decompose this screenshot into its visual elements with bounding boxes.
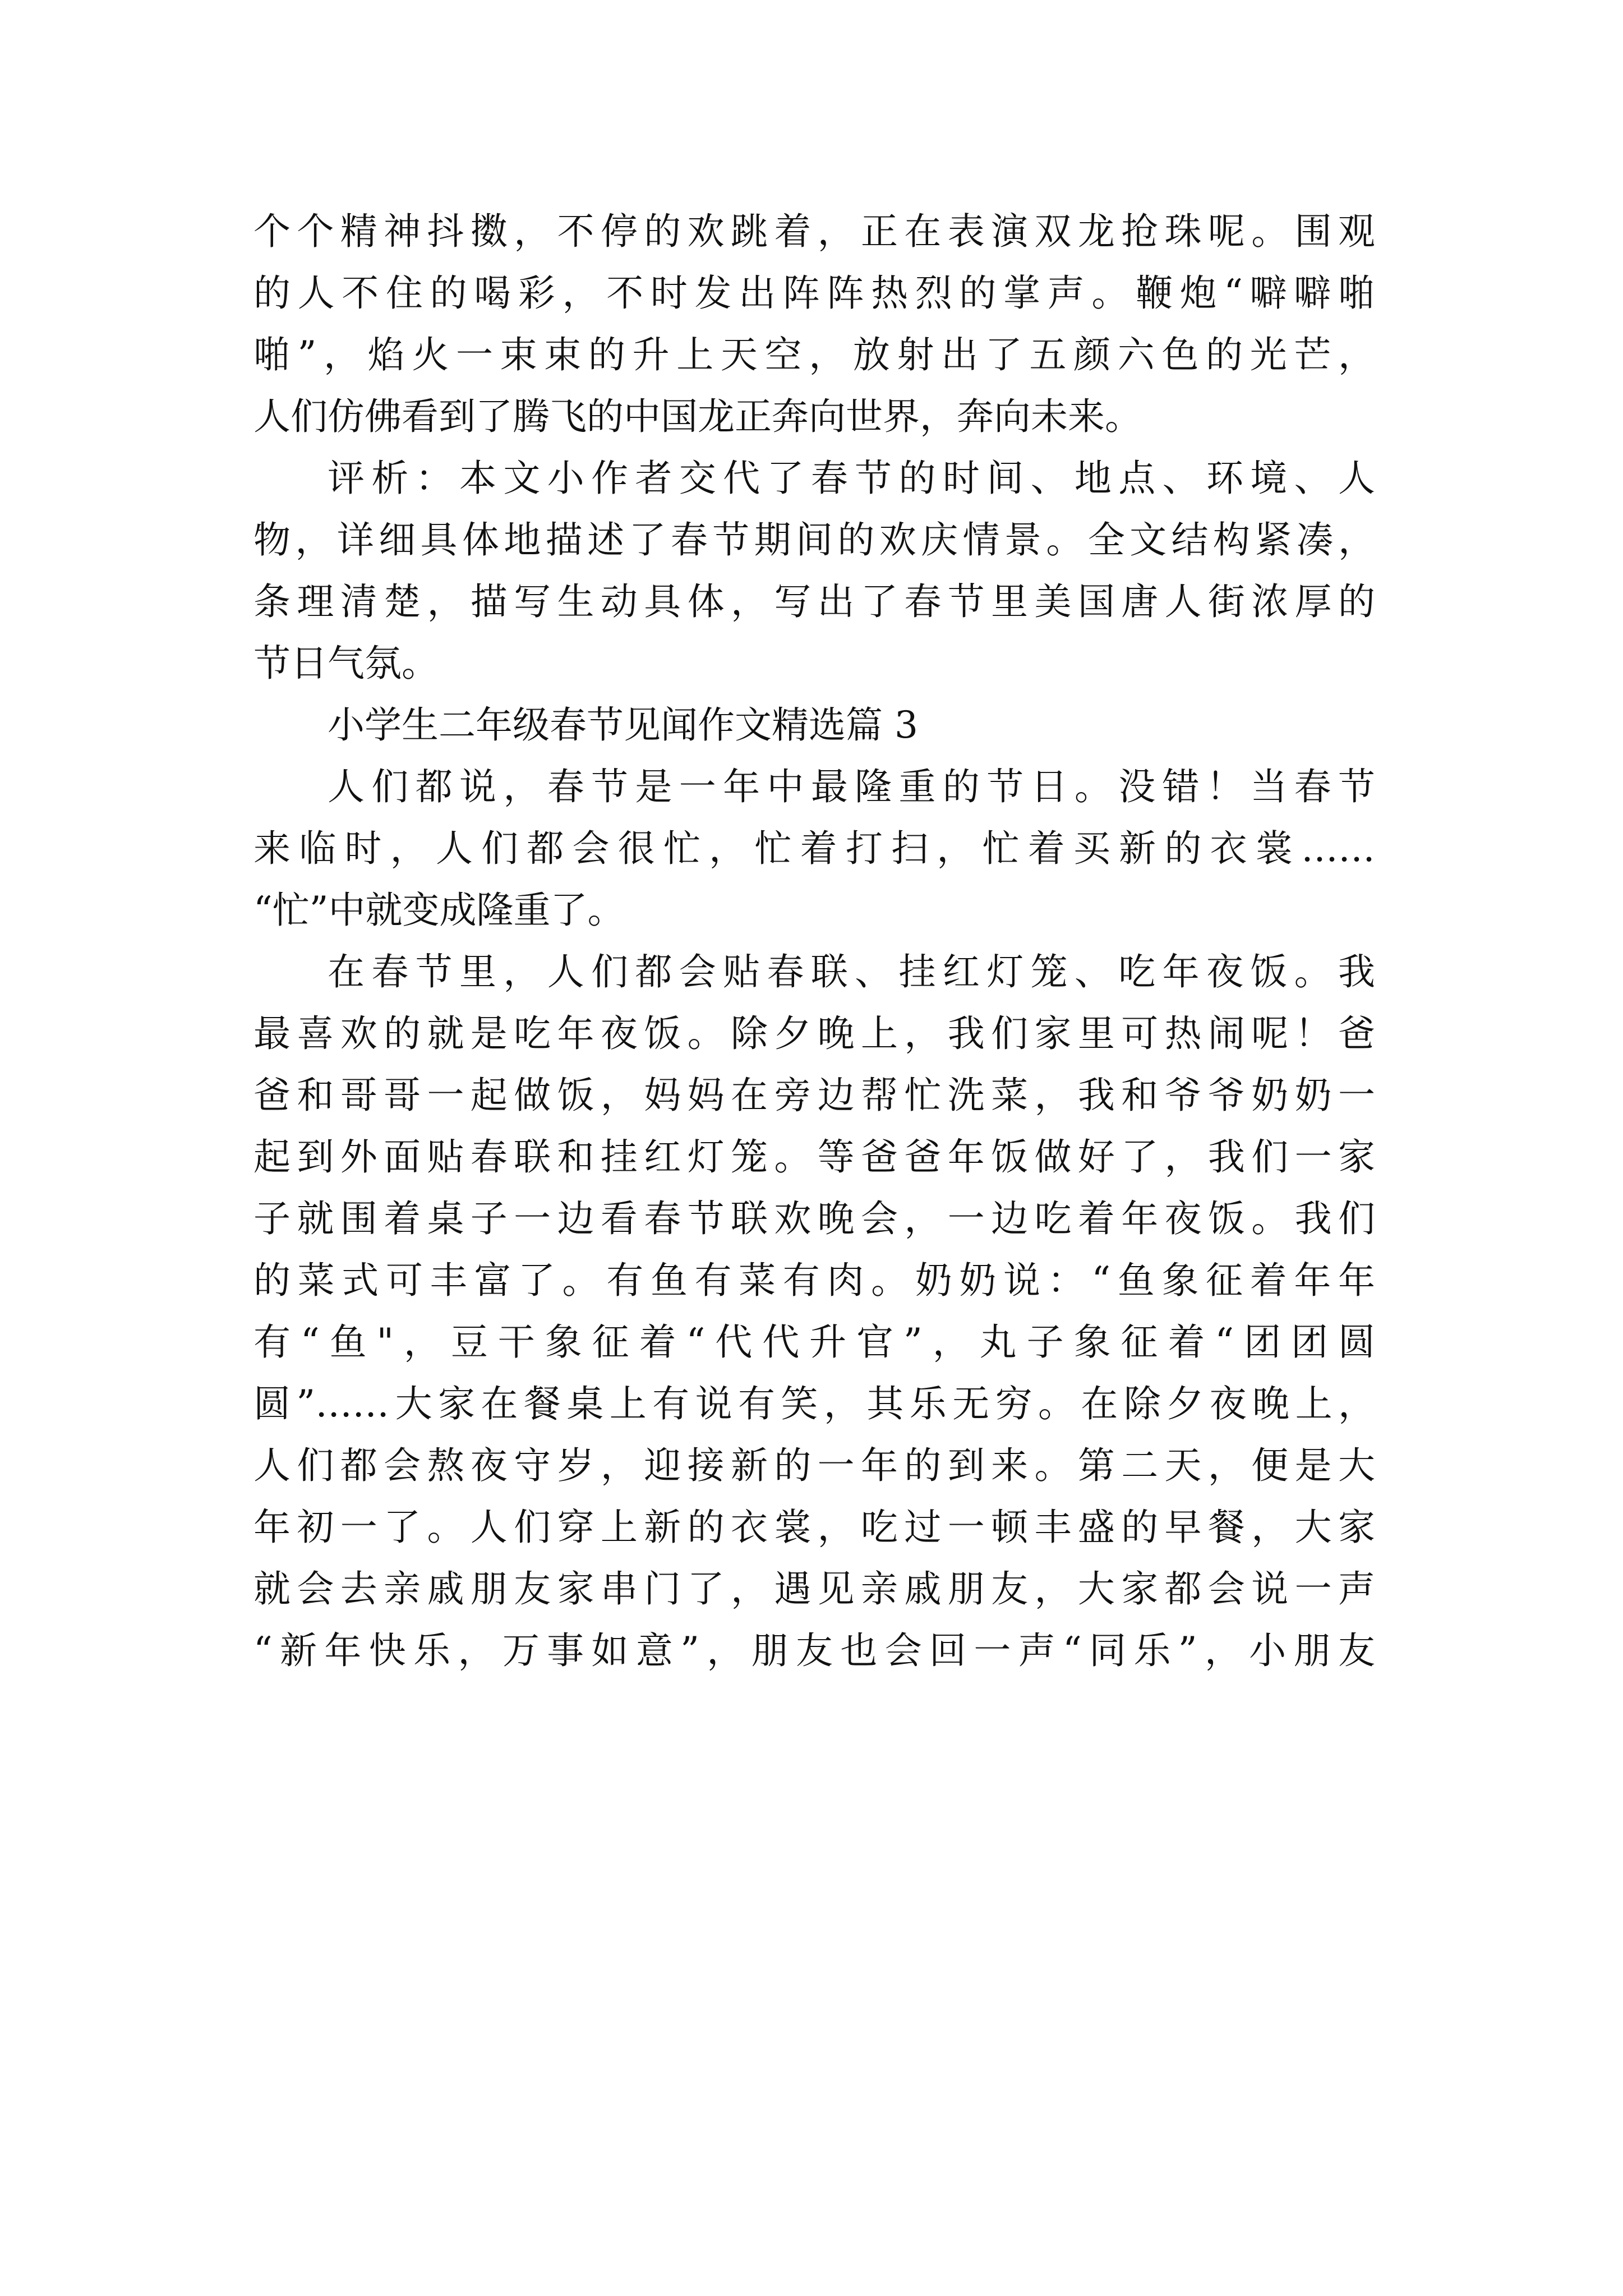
- text-line: “忙”中就变成隆重了。: [253, 889, 625, 932]
- text-line: 来临时，人们都会很忙，忙着打扫，忙着买新的衣裳……: [253, 827, 1375, 870]
- text-line: 年初一了。人们穿上新的衣裳，吃过一顿丰盛的早餐，大家: [253, 1506, 1375, 1549]
- text-line: 节日气氛。: [253, 642, 439, 685]
- text-line: 评析：本文小作者交代了春节的时间、地点、环境、人: [328, 457, 1375, 500]
- text-line: 圆”……大家在餐桌上有说有笑，其乐无穷。在除夕夜晚上，: [253, 1382, 1375, 1425]
- text-line: “新年快乐，万事如意”，朋友也会回一声“同乐”，小朋友: [253, 1629, 1375, 1672]
- text-line: 人们仿佛看到了腾飞的中国龙正奔向世界，奔向未来。: [253, 395, 1142, 438]
- text-line: 个个精神抖擞，不停的欢跳着，正在表演双龙抢珠呢。围观: [253, 210, 1375, 253]
- text-line: 人们都会熬夜守岁，迎接新的一年的到来。第二天，便是大: [253, 1444, 1375, 1487]
- text-line: 就会去亲戚朋友家串门了，遇见亲戚朋友，大家都会说一声: [253, 1567, 1375, 1611]
- text-line: 有“鱼"，豆干象征着“代代升官”，丸子象征着“团团圆: [253, 1320, 1375, 1364]
- text-line: 物，详细具体地描述了春节期间的欢庆情景。全文结构紧凑，: [253, 518, 1375, 562]
- text-line: 的人不住的喝彩，不时发出阵阵热烈的掌声。鞭炮“噼噼啪: [253, 272, 1375, 315]
- text-line: 起到外面贴春联和挂红灯笼。等爸爸年饭做好了，我们一家: [253, 1135, 1375, 1179]
- text-line: 的菜式可丰富了。有鱼有菜有肉。奶奶说：“鱼象征着年年: [253, 1259, 1375, 1302]
- text-line: 子就围着桌子一边看春节联欢晚会，一边吃着年夜饭。我们: [253, 1197, 1375, 1240]
- text-line: 条理清楚，描写生动具体，写出了春节里美国唐人街浓厚的: [253, 580, 1375, 623]
- text-line: 啪”，焰火一束束的升上天空，放射出了五颜六色的光芒，: [253, 333, 1375, 376]
- text-line: 人们都说，春节是一年中最隆重的节日。没错！当春节: [328, 765, 1375, 808]
- text-line: 爸和哥哥一起做饭，妈妈在旁边帮忙洗菜，我和爷爷奶奶一: [253, 1074, 1375, 1117]
- section-heading: 小学生二年级春节见闻作文精选篇 3: [328, 703, 918, 747]
- text-line: 在春节里，人们都会贴春联、挂红灯笼、吃年夜饭。我: [328, 950, 1375, 993]
- text-line: 最喜欢的就是吃年夜饭。除夕晚上，我们家里可热闹呢！爸: [253, 1012, 1375, 1055]
